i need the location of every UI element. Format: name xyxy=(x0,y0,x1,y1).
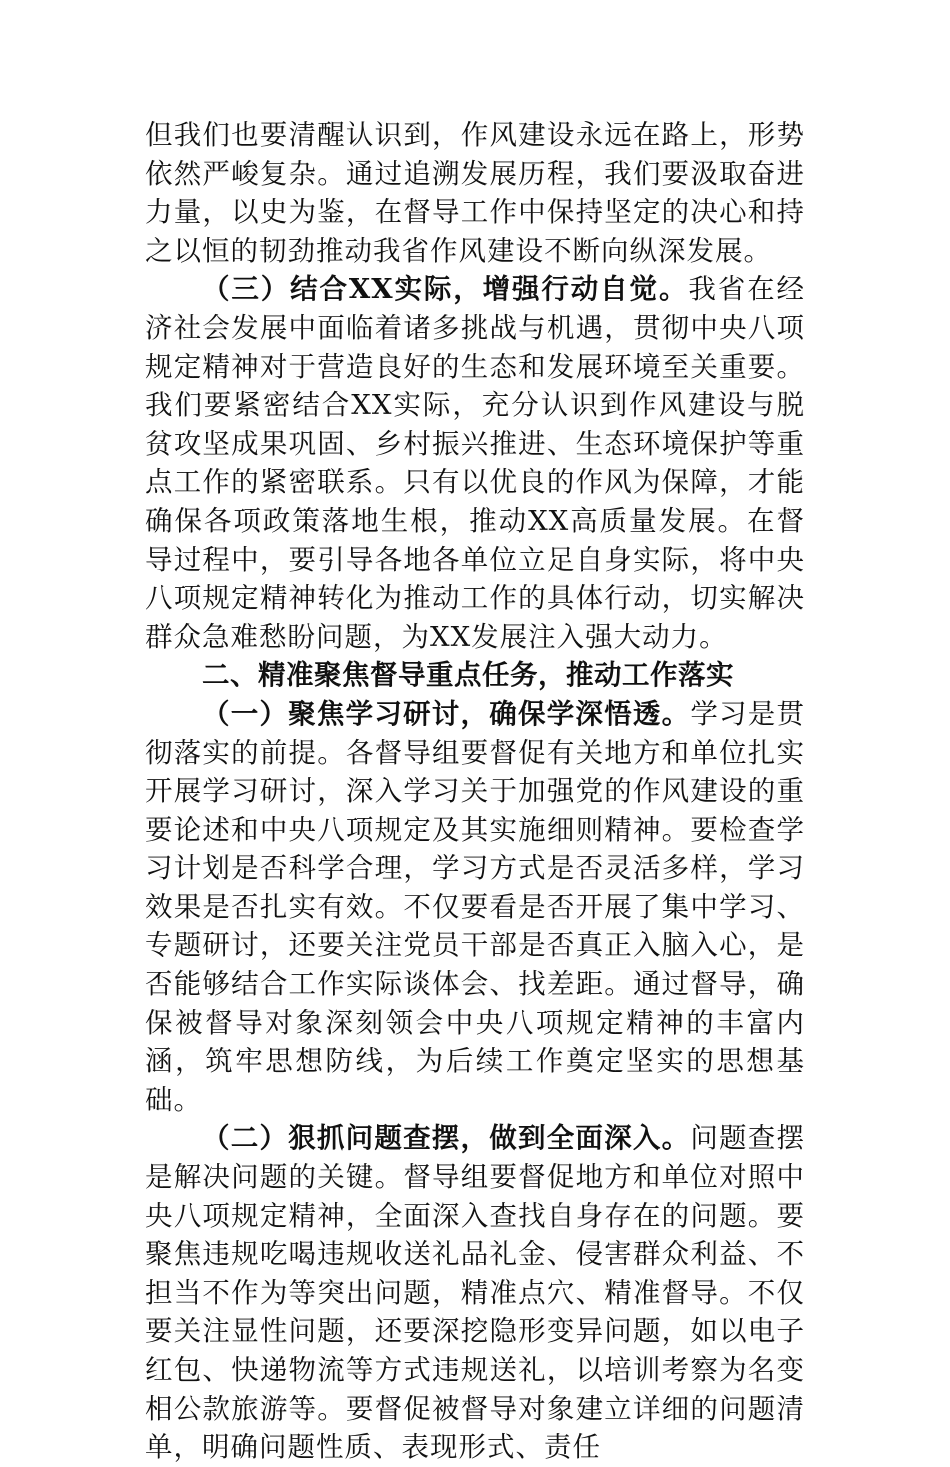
paragraph-lead: （二）狠抓问题查摆，做到全面深入。 xyxy=(202,1122,691,1155)
document-page xyxy=(145,116,805,1467)
section-heading: 二、精准聚焦督导重点任务，推动工作落实 xyxy=(202,659,734,692)
paragraph-lead: （一）聚焦学习研讨，确保学深悟透。 xyxy=(202,697,691,730)
paragraph-text: 我省在经济社会发展中面临着诸多挑战与机遇，贯彻中央八项规定精神对于营造良好的生态和发展环境至关重要。我们要紧密结合XX实际，充分认识到作风建设与脱贫攻坚成果巩固、乡村振兴推进、生态环境保护等重点工作的紧密联系。只有以优良的作风为保障，才能确保各项政策落地生根，推动XX高质量发展。在督导过程中，要引导各地各单位立足自身实际，将中央八项规定精神转化为推动工作的具体行动，切实解决群众急难愁盼问题，为XX发展注入强大动力。 xyxy=(145,273,805,653)
paragraph-continuation xyxy=(145,116,805,270)
paragraph-lead: （三）结合XX实际，增强行动自觉。 xyxy=(202,273,689,306)
paragraph-text: 学习是贯彻落实的前提。各督导组要督促有关地方和单位扎实开展学习研讨，深入学习关于加强党的作风建设的重要论述和中央八项规定及其实施细则精神。要检查学习计划是否科学合理，学习方式是否灵活多样，学习效果是否扎实有效。不仅要看是否开展了集中学习、专题研讨，还要关注党员干部是否真正入脑入心，是否能够结合工作实际谈体会、找差距。通过督导，确保被督导对象深刻领会中央八项规定精神的丰富内涵，筑牢思想防线，为后续工作奠定坚实的思想基础。 xyxy=(145,697,806,1116)
paragraph-section-2 xyxy=(145,1119,805,1466)
paragraph-section-1 xyxy=(145,695,805,1120)
paragraph-section-3 xyxy=(145,270,805,656)
paragraph-text: 但我们也要清醒认识到，作风建设永远在路上，形势依然严峻复杂。通过追溯发展历程，我们要汲取奋进力量，以史为鉴，在督导工作中保持坚定的决心和持之以恒的韧劲推动我省作风建设不断向纵深发展。 xyxy=(145,119,805,267)
paragraph-text: 问题查摆是解决问题的关键。督导组要督促地方和单位对照中央八项规定精神，全面深入查找自身存在的问题。要聚焦违规吃喝违规收送礼品礼金、侵害群众利益、不担当不作为等突出问题，精准点穴、精准督导。不仅要关注显性问题，还要深挖隐形变异问题，如以电子红包、快递物流等方式违规送礼，以培训考察为名变相公款旅游等。要督促被督导对象建立详细的问题清单，明确问题性质、表现形式、责任 xyxy=(145,1122,806,1464)
